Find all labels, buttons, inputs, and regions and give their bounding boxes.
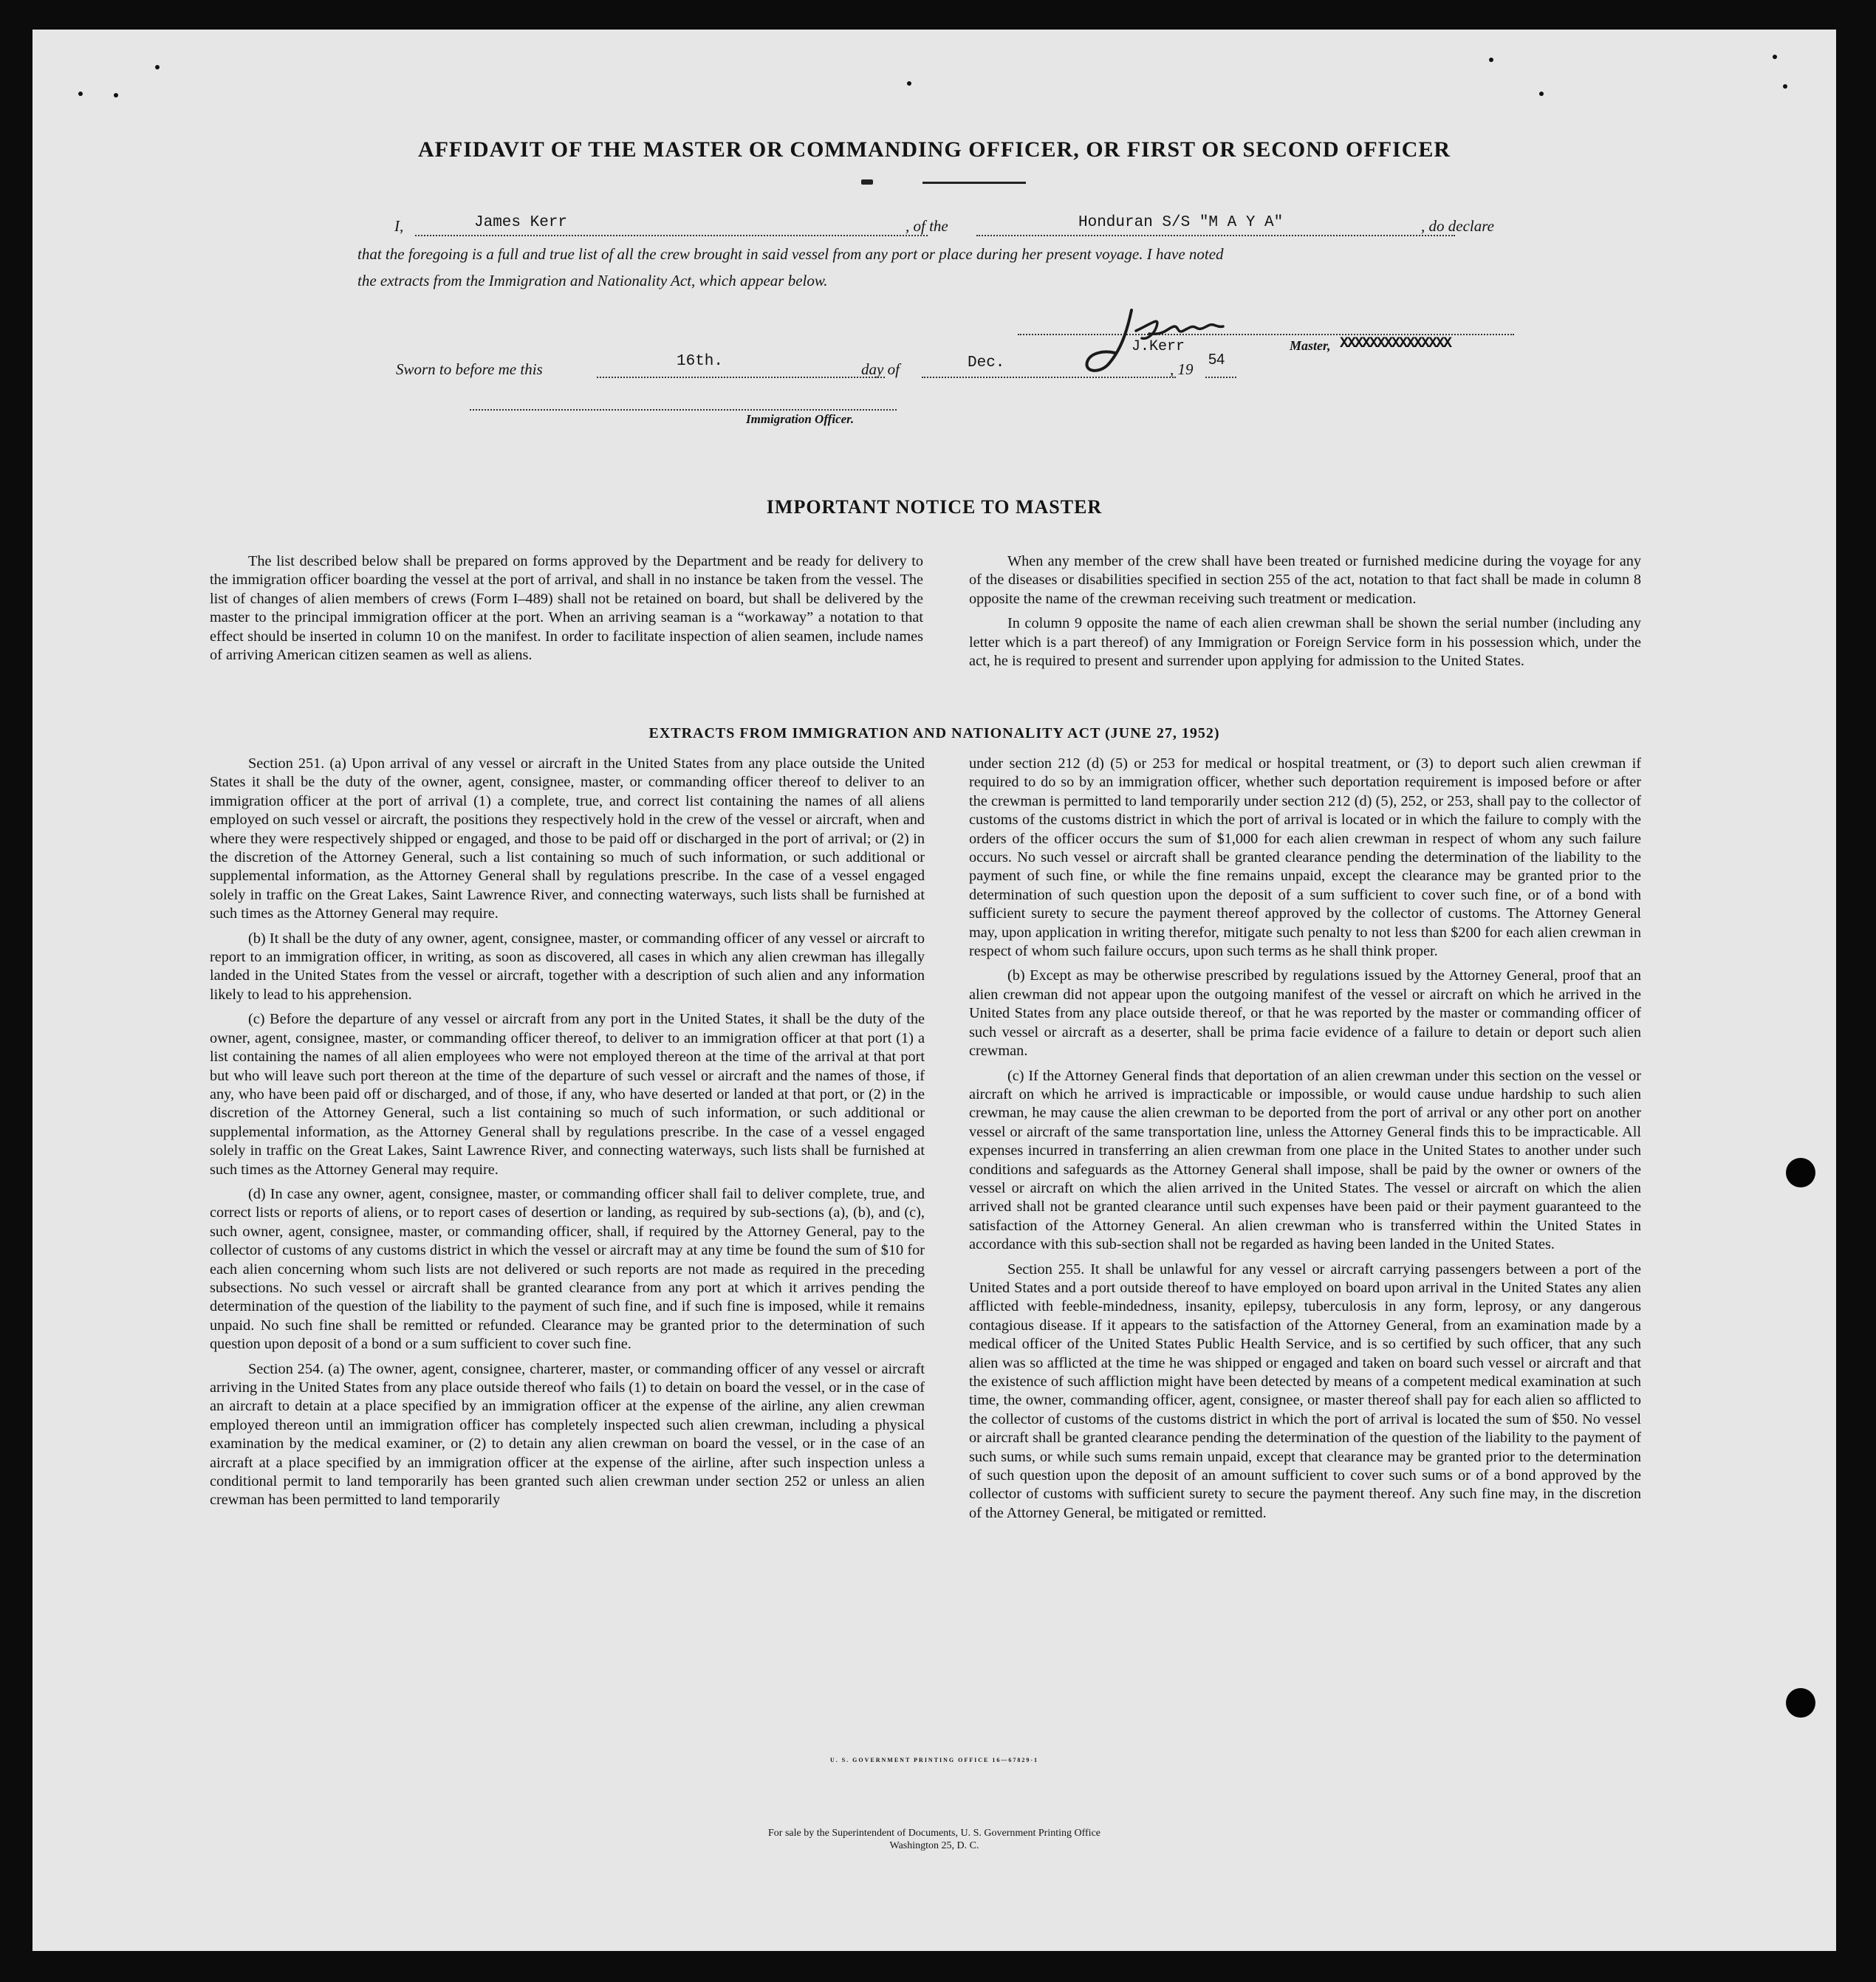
vessel-name: Honduran S/S "M A Y A": [1078, 214, 1284, 231]
title-rule: [922, 182, 1026, 184]
section-251-a: Section 251. (a) Upon arrival of any vessel or aircraft in the United States from any place outside the United States it shall be the duty of the owner, agent, consignee, master, or commanding officer thereof to deliver to an immigration officer at the port of arrival (1) a complete, true, and correct list containing the names of all aliens employed on such vessel or aircraft, the positions they respectively hold in the crew of the vessel or aircraft, when and where they were respectively shipped or engaged, and those to be paid off or discharged in the port of arrival; or (2) in the discretion of the Attorney General, such a list containing so much of such information, or such additional or supplemental information, as the Attorney General shall by regulations prescribe. In the case of a vessel engaged solely in traffic on the Great Lakes, Saint Lawrence River, and connecting waterways, such lists shall be furnished at such times as the Attorney General may require.: [210, 755, 925, 922]
notice-title: IMPORTANT NOTICE TO MASTER: [766, 496, 1103, 518]
struck-officer-title: XXXXXXXXXXXXXXX: [1340, 335, 1451, 352]
extracts-title: EXTRACTS FROM IMMIGRATION AND NATIONALITY ACT (JUNE 27, 1952): [648, 725, 1220, 741]
officer-signature-line: [470, 409, 897, 411]
sworn-year: 54: [1208, 352, 1225, 368]
section-254-c: (c) If the Attorney General finds that deportation of an alien crewman under this section on the vessel or aircraft on which he arrived is impracticable or impossible, or would cause undue hardship to such alien crewman, he may cause the alien crewman to be deported from the port of arrival or any other port on another vessel or aircraft of the same transportation line, unless the Attorney General finds this to be impracticable. All expenses incurred in transferring an alien crewman from one place in the United States to another under such conditions and safeguards as the Attorney General shall impose, shall be paid by the owner or owners of the vessel or aircraft on which the alien arrived in the United States. The vessel or aircraft on which the alien arrived shall not be granted clearance until such expenses have been paid or their payment guaranteed to the satisfaction of the Attorney General. An alien crewman who is transferred within the United States in accordance with this sub-section shall not be regarded as having been landed in the United States.: [969, 1067, 1641, 1253]
extracts-left-column: [210, 755, 925, 1516]
section-251-c: (c) Before the departure of any vessel or aircraft from any port in the United States, it shall be the duty of the owner, agent, consignee, master, or commanding officer thereof, to deliver to an immigration officer at that port (1) a list containing the names of all alien employees who were not employed thereon at the time of the arrival at that port but who will leave such port thereon at the time of the departure of such vessel or aircraft and the names of those, if any, who have been paid off or discharged, and of those, if any, who have deserted or landed at that port, or (2) in the discretion of the Attorney General, such a list containing so much of such information, or such additional or supplemental information, as the Attorney General shall by regulations prescribe. In the case of a vessel engaged solely in traffic on the Great Lakes, Saint Lawrence River, and connecting waterways, such lists shall be furnished at such times as the Attorney General may require.: [210, 1011, 925, 1178]
scan-speck: [114, 93, 118, 97]
sale-line-1: For sale by the Superintendent of Documents, U. S. Government Printing Office: [768, 1828, 1100, 1839]
sworn-day: 16th.: [677, 353, 724, 370]
day-of-label: day of: [861, 360, 900, 378]
notice-paragraph: When any member of the crew shall have been treated or furnished medicine during the voyage for any of the diseases or disabilities specified in section 255 of the act, notation to that fact shall be made in column 8 opposite the name of the crewman receiving such treatment or medication.: [969, 553, 1641, 607]
gpo-imprint: U. S. GOVERNMENT PRINTING OFFICE 16—67829-1: [829, 1757, 1039, 1763]
section-251-b: (b) It shall be the duty of any owner, agent, consignee, master, or commanding officer of any vessel or aircraft to report to an immigration officer, in writing, as soon as discovered, all cases in which any alien crewman has illegally landed in the United States from the vessel or aircraft, together with a description of such alien and any information likely to lead to his apprehension.: [210, 930, 925, 1003]
sale-notice: [32, 1827, 1836, 1852]
sale-line-2: Washington 25, D. C.: [889, 1840, 979, 1851]
punch-hole: [1786, 1688, 1815, 1718]
day-fill-line: [597, 377, 885, 378]
decl-line-3: the extracts from the Immigration and Nationality Act, which appear below.: [357, 272, 828, 289]
scan-speck: [907, 81, 911, 86]
title-ornament: [861, 179, 873, 185]
section-254-a-continued: under section 212 (d) (5) or 253 for medical or hospital treatment, or (3) to deport such alien crewman if required to do so by an immigration officer, whether such deportation requirement is imposed before or after the crewman is permitted to land temporarily under section 212 (d) (5), 252, or 253, shall pay to the collector of customs of the customs district in which the port of arrival is located or in which the failure to comply with the orders of the officer occurs the sum of $1,000 for each alien crewman in respect of whom any such failure occurs. No such vessel or aircraft shall be granted clearance pending the determination of the liability to the payment of such fine, or while the fine remains unpaid, except the clearance may be granted prior to the determination of such question upon the deposit of a sum sufficient to cover such fine, or of a bond with sufficient surety to secure the payment thereof approved by the collector of customs. The Attorney General may, upon application in writing therefor, mitigate such penalty to not less than $200 for each alien crewman in respect of whom such failure occurs, upon such terms as he shall think proper.: [969, 755, 1641, 960]
name-fill-line: [415, 235, 928, 236]
section-251-d: (d) In case any owner, agent, consignee, master, or commanding officer shall fail to deliver complete, true, and correct lists or reports of aliens, or to report cases of desertion or landing, as required by sub-sections (a), (b), and (c), such owner, agent, consignee, master, or commanding officer, shall, if required by the Attorney General, pay to the collector of customs of any customs district in which the vessel or aircraft may at any time be found the sum of $10 for each alien concerning whom such lists are not delivered or such reports are not made as required in the preceding subsections. No such vessel or aircraft shall be granted clearance from any port at which it arrives pending the determination of the question of the liability to the payment of such fine, and if such fine is imposed, while it remains unpaid. No such fine shall be remitted or refunded. Clearance may be granted prior to the determination of such question upon deposit of a bond or a sum sufficient to cover such fine.: [210, 1185, 925, 1353]
decl-i: I,: [394, 217, 404, 235]
decl-line-2: that the foregoing is a full and true list of all the crew brought in said vessel from any port or place during her present voyage. I have noted: [357, 245, 1224, 263]
punch-hole: [1786, 1158, 1815, 1187]
notice-paragraph: The list described below shall be prepared on forms approved by the Department and be ready for delivery to the immigration officer boarding the vessel at the port of arrival, and shall in no instance be taken from the vessel. The list of changes of alien members of crews (Form I–489) shall not be retained on board, but shall be delivered by the master to the principal immigration officer at the port. When an arriving seaman is a “workaway” a notation to that effect should be inserted in column 10 on the manifest. In order to facilitate inspection of alien seamen, include names of arriving American citizen seamen as well as aliens.: [210, 553, 923, 664]
notice-paragraph: In column 9 opposite the name of each alien crewman shall be shown the serial number (including any letter which is a part thereof) of any Immigration or Foreign Service form in his possession which, under the act, he is required to present and surrender upon applying for admission to the United States.: [969, 615, 1641, 670]
section-255: Section 255. It shall be unlawful for any vessel or aircraft carrying passengers between a port of the United States and a port outside thereof to have employed on board upon arrival in the United States any alien afflicted with feeble-mindedness, insanity, epilepsy, tuberculosis in any form, leprosy, or any dangerous contagious disease. If it appears to the satisfaction of the Attorney General, from an examination made by a medical officer of the United States Public Health Service, and is so certified by such officer, that any such alien was so afflicted at the time he was shipped or engaged and taken on board such vessel or aircraft and that the existence of such affliction might have been detected by means of a competent medical examination at such time, the owner, commanding officer, agent, consignee, or master thereof shall pay for each alien so afflicted to the collector of customs of the customs district in which the port of arrival is located the sum of $50. No vessel or aircraft shall be granted clearance pending the determination of the question of the liability to the payment of such sums, or while such sums remain unpaid, except that clearance may be granted prior to the determination of such question upon the deposit of an amount sufficient to cover such sums or of a bond approved by the collector of customs with sufficient surety to secure the payment thereof. Any such fine may, in the discretion of the Attorney General, be mitigated or remitted.: [969, 1261, 1641, 1521]
master-name: James Kerr: [474, 214, 568, 231]
notice-left-column: [210, 552, 923, 671]
year-fill-line: [1205, 377, 1236, 378]
master-label: Master,: [1290, 338, 1331, 353]
month-fill-line: [922, 377, 1176, 378]
scan-speck: [1539, 92, 1544, 96]
document-page: [32, 30, 1836, 1951]
scan-speck: [1773, 55, 1777, 59]
affidavit-title: AFFIDAVIT OF THE MASTER OR COMMANDING OFFICER, OR FIRST OR SECOND OFFICER: [417, 137, 1451, 162]
sworn-month: Dec.: [968, 354, 1005, 371]
scan-speck: [1783, 84, 1787, 89]
section-254-b: (b) Except as may be otherwise prescribed by regulations issued by the Attorney General, proof that an alien crewman did not appear upon the outgoing manifest of the vessel or aircraft on which he arrived in the United States from any place outside thereof, or that he was reported by the master or commanding officer of such vessel or aircraft as a deserter, shall be prima facie evidence of a failure to detain or deport such alien crewman.: [969, 967, 1641, 1060]
immigration-officer-label: Immigration Officer.: [746, 412, 855, 426]
scan-speck: [1489, 58, 1493, 62]
scan-speck: [155, 65, 160, 69]
decl-of-the: , of the: [906, 217, 948, 235]
extracts-right-column: [969, 755, 1641, 1529]
vessel-fill-line: [976, 235, 1455, 236]
scan-speck: [78, 92, 83, 96]
notice-right-column: [969, 552, 1641, 676]
sworn-label: Sworn to before me this: [396, 360, 543, 378]
signature-typed-name: J.Kerr: [1132, 338, 1185, 355]
section-254-a: Section 254. (a) The owner, agent, consignee, charterer, master, or commanding officer of any vessel or aircraft arriving in the United States from any place outside thereof who fails (1) to detain on board the vessel, or in the case of an aircraft to detain at a place specified by an immigration officer at the expense of the airline, any alien crewman employed thereon until an immigration officer has completely inspected such alien crewman, including a physical examination by the medical examiner, or (2) to detain any alien crewman on board the vessel, or in the case of an aircraft at a place specified by an immigration officer at the expense of the airline, after such inspection unless a conditional permit to land temporarily has been granted such alien crewman under section 252 or unless an alien crewman has been permitted to land temporarily: [210, 1360, 925, 1509]
year-prefix: , 19: [1170, 360, 1194, 378]
decl-do-declare: , do declare: [1421, 217, 1494, 235]
